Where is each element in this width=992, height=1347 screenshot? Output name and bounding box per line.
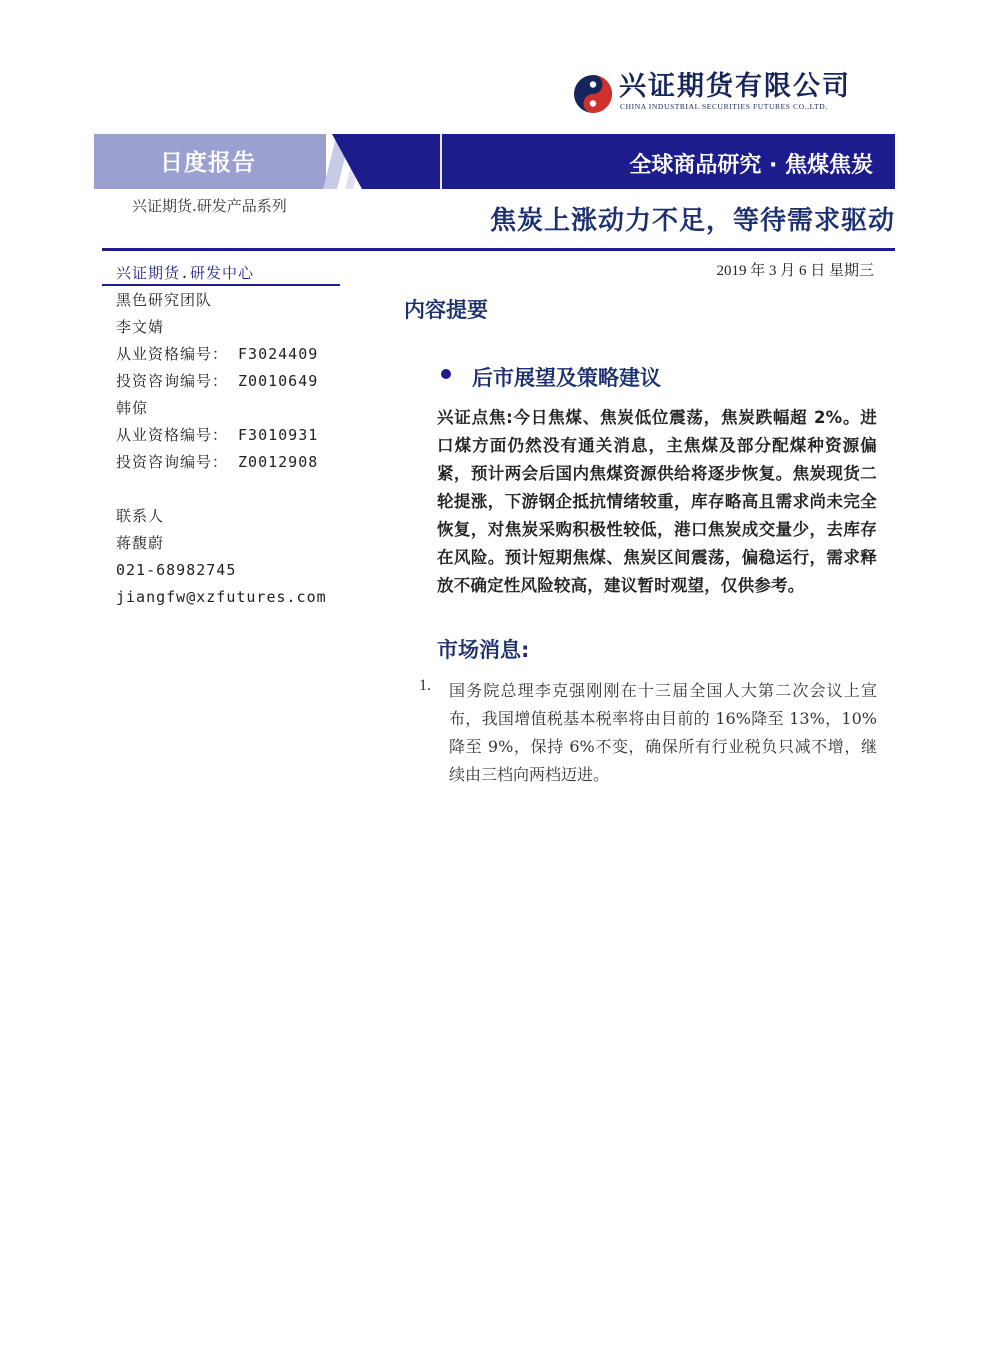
- product-series: 兴证期货.研发产品系列: [132, 197, 287, 215]
- analyst-license: 从业资格编号： F3010931: [116, 426, 319, 444]
- department-name: 兴证期货.研发中心: [116, 264, 255, 282]
- contact-label: 联系人: [116, 507, 165, 525]
- bullet-icon: [441, 369, 451, 379]
- company-name-cn: 兴证期货有限公司: [619, 71, 851, 102]
- header-rule: [102, 248, 895, 251]
- market-news-heading: 市场消息:: [437, 638, 530, 662]
- report-date: 2019 年 3 月 6 日 星期三: [716, 263, 874, 279]
- analyst-license: 从业资格编号： F3024409: [116, 345, 319, 363]
- team-name: 黑色研究团队: [116, 291, 213, 309]
- analyst-name: 李文婧: [116, 318, 165, 336]
- report-title: 焦炭上涨动力不足，等待需求驱动: [489, 206, 895, 236]
- author-sidebar: [116, 260, 346, 611]
- contact-name: 蒋馥蔚: [116, 534, 165, 552]
- company-name-en: CHINA INDUSTRIAL SECURITIES FUTURES CO.,LTD.: [620, 102, 828, 111]
- research-area-label: 全球商品研究 · 焦煤焦炭: [629, 153, 873, 178]
- contact-phone: 021-68982745: [116, 561, 237, 579]
- company-logo: [573, 72, 873, 116]
- summary-heading: 内容提要: [404, 298, 488, 322]
- news-text: 国务院总理李克强刚刚在十三届全国人大第二次会议上宣布，我国增值税基本税率将由目前的 16%降至 13%，10%降至 9%，保持 6%不变，确保所有行业税负只减不增，继续由三档向两档迈进。: [449, 681, 877, 784]
- report-type-label: 日度报告: [160, 150, 256, 176]
- company-logo-mark-icon: [573, 74, 613, 114]
- band-divider: [440, 134, 442, 189]
- analyst-consult-id: 投资咨询编号： Z0010649: [116, 372, 319, 390]
- outlook-body: 兴证点焦:今日焦煤、焦炭低位震荡，焦炭跌幅超 2%。进口煤方面仍然没有通关消息，主焦煤及部分配煤种资源偏紧，预计两会后国内焦煤资源供给将逐步恢复。焦炭现货二轮提涨，下游钢企抵抗情绪较重，库存略高且需求尚未完全恢复，对焦炭采购积极性较低，港口焦炭成交量少，去库存在风险。预计短期焦煤、焦炭区间震荡，偏稳运行，需求释放不确定性风险较高，建议暂时观望，仅供参考。: [437, 408, 877, 595]
- outlook-heading: 后市展望及策略建议: [472, 366, 661, 390]
- contact-email[interactable]: jiangfw@xzfutures.com: [116, 588, 327, 606]
- header-band: [94, 134, 895, 189]
- analyst-consult-id: 投资咨询编号： Z0012908: [116, 453, 319, 471]
- analyst-name: 韩倞: [116, 399, 149, 417]
- news-number: 1.: [419, 677, 431, 694]
